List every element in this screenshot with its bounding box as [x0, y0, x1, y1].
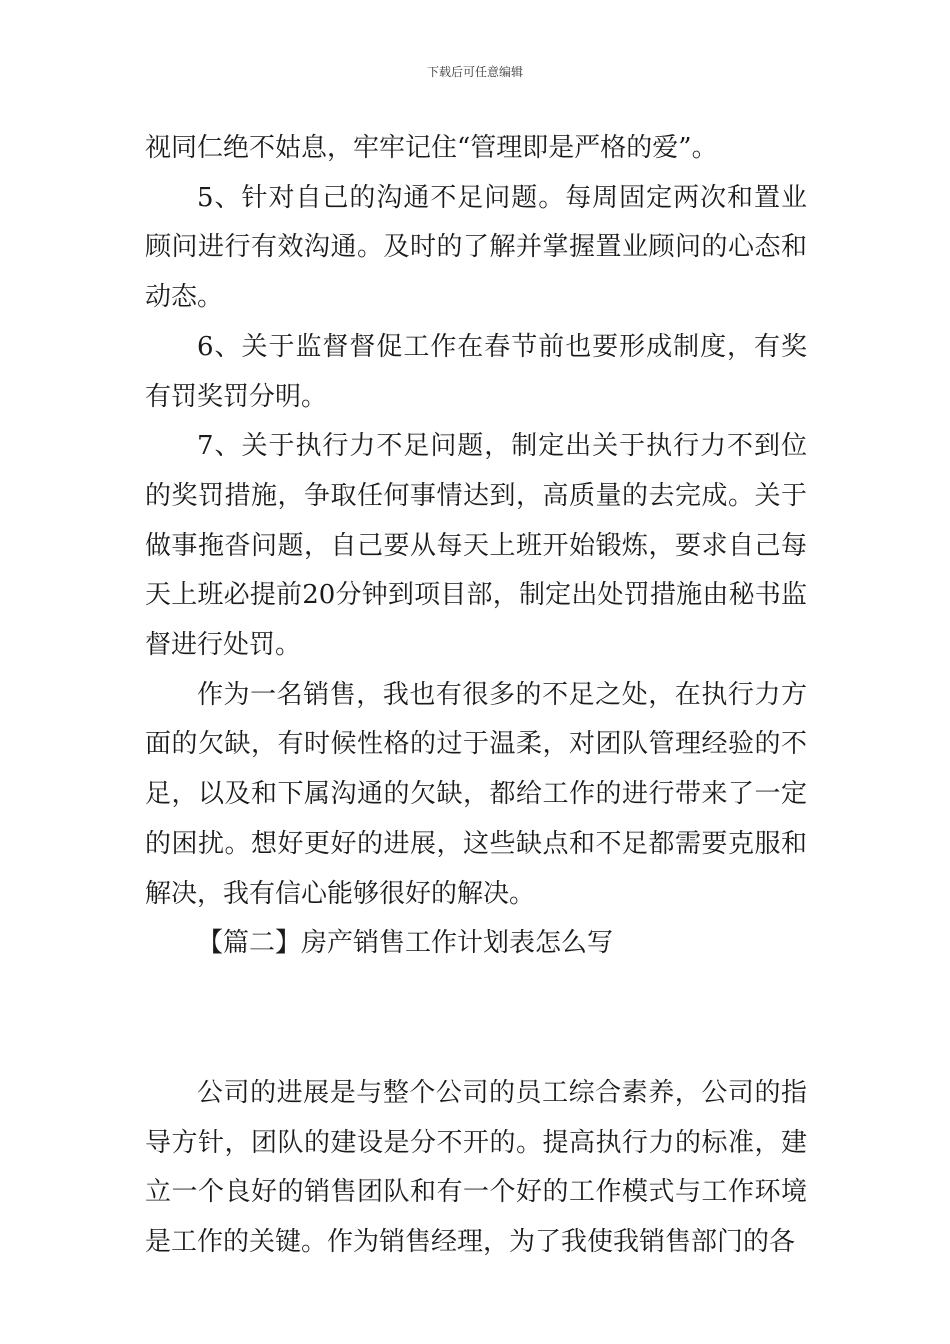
paragraph-continuation: 视同仁绝不姑息，牢牢记住“管理即是严格的爱”。: [145, 133, 718, 163]
section-spacer: [145, 969, 807, 1069]
document-body: [145, 124, 807, 1268]
section-paragraph: 公司的进展是与整个公司的员工综合素养，公司的指导方针，团队的建设是分不开的。提高执行力的标准，建立一个良好的销售团队和有一个好的工作模式与工作环境是工作的关键。作为销售经理，为了我使我销售部门的各: [145, 1077, 807, 1258]
section-title: 【篇二】房产销售工作计划表怎么写: [197, 928, 614, 959]
paragraph-item-6: 6、关于监督督促工作在春节前也要形成制度，有奖有罚奖罚分明。: [145, 331, 807, 412]
paragraph-item-5: 5、针对自己的沟通不足问题。每周固定两次和置业顾问进行有效沟通。及时的了解并掌握置业顾问的心态和动态。: [145, 182, 807, 313]
page-header: 下载后可任意编辑: [426, 65, 523, 79]
paragraph-item-7: 7、关于执行力不足问题，制定出关于执行力不到位的奖罚措施，争取任何事情达到，高质量的去完成。关于做事拖沓问题，自己要从每天上班开始锻炼，要求自己每天上班必提前20分钟到项目部，制定出处罚措施由秘书监督进行处罚。: [145, 431, 807, 661]
paragraph-summary: 作为一名销售，我也有很多的不足之处，在执行力方面的欠缺，有时候性格的过于温柔，对团队管理经验的不足，以及和下属沟通的欠缺，都给工作的进行带来了一定的困扰。想好更好的进展，这些缺点和不足都需要克服和解决，我有信心能够很好的解决。: [145, 679, 807, 909]
